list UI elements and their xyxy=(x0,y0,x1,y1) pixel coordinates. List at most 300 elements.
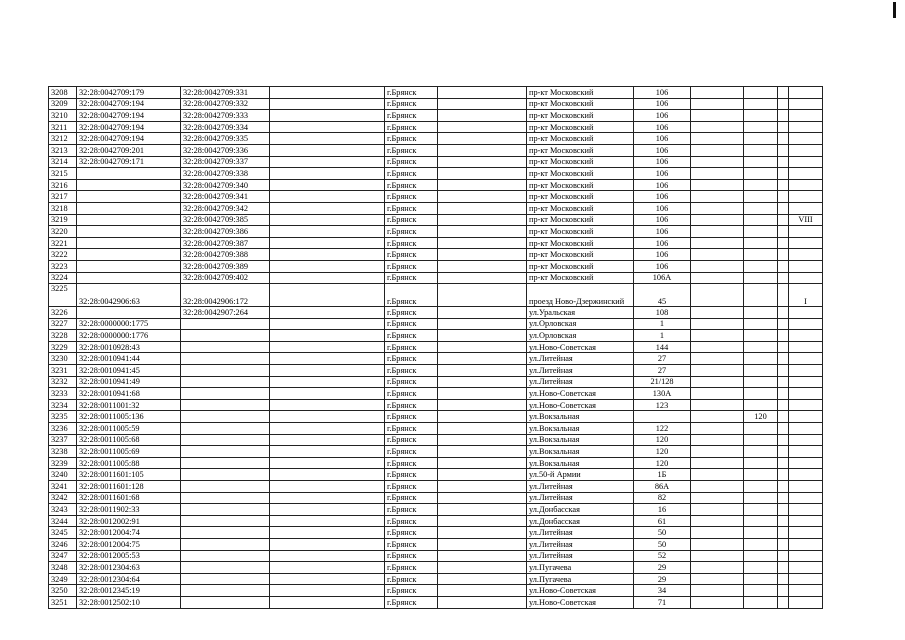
house-number-cell: 120 xyxy=(634,446,691,458)
table-row xyxy=(49,481,823,493)
empty-cell xyxy=(438,168,527,180)
table-row xyxy=(49,284,823,307)
house-number-cell: 71 xyxy=(634,596,691,608)
cadastral-number-cell: 32:28:0012004:75 xyxy=(77,538,181,550)
empty-cell xyxy=(438,98,527,110)
house-number-cell: 61 xyxy=(634,515,691,527)
premises-cadastral-cell: 32:28:0042709:342 xyxy=(181,202,270,214)
premises-cadastral-cell: 32:28:0042906:172 xyxy=(181,284,270,307)
premises-number-cell xyxy=(789,481,823,493)
premises-number-cell xyxy=(789,573,823,585)
row-number-cell: 3229 xyxy=(49,341,77,353)
empty-cell xyxy=(778,481,789,493)
empty-cell xyxy=(438,249,527,261)
empty-cell xyxy=(270,376,385,388)
building-cell xyxy=(744,307,778,319)
empty-cell xyxy=(691,191,744,203)
empty-cell xyxy=(691,202,744,214)
empty-cell xyxy=(691,538,744,550)
building-cell xyxy=(744,562,778,574)
city-cell: г.Брянск xyxy=(385,388,438,400)
house-number-cell: 106 xyxy=(634,249,691,261)
row-number-cell: 3240 xyxy=(49,469,77,481)
row-number-cell: 3242 xyxy=(49,492,77,504)
premises-number-cell xyxy=(789,469,823,481)
empty-cell xyxy=(270,237,385,249)
premises-number-cell xyxy=(789,260,823,272)
house-number-cell: 29 xyxy=(634,562,691,574)
street-cell: ул.Литейная xyxy=(527,353,634,365)
cadastral-number-cell: 32:28:0042709:194 xyxy=(77,98,181,110)
empty-cell xyxy=(691,550,744,562)
empty-cell xyxy=(691,585,744,597)
empty-cell xyxy=(270,446,385,458)
empty-cell xyxy=(270,272,385,284)
empty-cell xyxy=(778,318,789,330)
empty-cell xyxy=(270,596,385,608)
building-cell xyxy=(744,538,778,550)
table-row xyxy=(49,330,823,342)
empty-cell xyxy=(270,307,385,319)
empty-cell xyxy=(270,504,385,516)
empty-cell xyxy=(438,272,527,284)
row-number-cell: 3235 xyxy=(49,411,77,423)
premises-cadastral-cell xyxy=(181,550,270,562)
building-cell xyxy=(744,98,778,110)
house-number-cell: 106 xyxy=(634,260,691,272)
street-cell: пр-кт Московский xyxy=(527,98,634,110)
empty-cell xyxy=(778,98,789,110)
row-number-cell: 3216 xyxy=(49,179,77,191)
row-number-cell: 3221 xyxy=(49,237,77,249)
row-number-cell: 3247 xyxy=(49,550,77,562)
table-row xyxy=(49,272,823,284)
empty-cell xyxy=(438,214,527,226)
empty-cell xyxy=(438,434,527,446)
house-number-cell: 1 xyxy=(634,318,691,330)
empty-cell xyxy=(691,446,744,458)
city-cell: г.Брянск xyxy=(385,121,438,133)
table-row xyxy=(49,457,823,469)
empty-cell xyxy=(438,191,527,203)
empty-cell xyxy=(778,121,789,133)
table-row xyxy=(49,191,823,203)
house-number-cell: 52 xyxy=(634,550,691,562)
row-number-cell: 3234 xyxy=(49,399,77,411)
city-cell: г.Брянск xyxy=(385,365,438,377)
table-row xyxy=(49,446,823,458)
empty-cell xyxy=(778,434,789,446)
row-number-cell: 3233 xyxy=(49,388,77,400)
premises-cadastral-cell xyxy=(181,457,270,469)
cadastral-number-cell: 32:28:0010941:68 xyxy=(77,388,181,400)
table-row xyxy=(49,376,823,388)
empty-cell xyxy=(438,87,527,99)
street-cell: ул.Орловская xyxy=(527,330,634,342)
row-number-cell: 3239 xyxy=(49,457,77,469)
premises-cadastral-cell xyxy=(181,573,270,585)
building-cell xyxy=(744,376,778,388)
cadastral-number-cell: 32:28:0042709:171 xyxy=(77,156,181,168)
building-cell: 120 xyxy=(744,411,778,423)
empty-cell xyxy=(691,388,744,400)
house-number-cell: 123 xyxy=(634,399,691,411)
street-cell: ул.Пугачева xyxy=(527,573,634,585)
premises-cadastral-cell: 32:28:0042709:341 xyxy=(181,191,270,203)
premises-cadastral-cell: 32:28:0042709:386 xyxy=(181,226,270,238)
table-row xyxy=(49,411,823,423)
cadastral-number-cell: 32:28:0012304:63 xyxy=(77,562,181,574)
cadastral-number-cell: 32:28:0012002:91 xyxy=(77,515,181,527)
premises-cadastral-cell: 32:28:0042709:336 xyxy=(181,144,270,156)
street-cell: пр-кт Московский xyxy=(527,237,634,249)
empty-cell xyxy=(438,423,527,435)
premises-number-cell: VIII xyxy=(789,214,823,226)
row-number-cell: 3220 xyxy=(49,226,77,238)
empty-cell xyxy=(270,481,385,493)
city-cell: г.Брянск xyxy=(385,399,438,411)
house-number-cell: 106 xyxy=(634,110,691,122)
premises-cadastral-cell: 32:28:0042709:340 xyxy=(181,179,270,191)
premises-number-cell xyxy=(789,121,823,133)
street-cell: ул.Ново-Советская xyxy=(527,585,634,597)
table-row xyxy=(49,214,823,226)
house-number-cell: 120 xyxy=(634,457,691,469)
table-row xyxy=(49,573,823,585)
empty-cell xyxy=(691,121,744,133)
empty-cell xyxy=(691,341,744,353)
house-number-cell: 34 xyxy=(634,585,691,597)
city-cell: г.Брянск xyxy=(385,318,438,330)
row-number-cell: 3222 xyxy=(49,249,77,261)
premises-cadastral-cell xyxy=(181,399,270,411)
premises-number-cell xyxy=(789,191,823,203)
city-cell: г.Брянск xyxy=(385,573,438,585)
empty-cell xyxy=(270,133,385,145)
premises-number-cell xyxy=(789,596,823,608)
building-cell xyxy=(744,144,778,156)
building-cell xyxy=(744,202,778,214)
premises-cadastral-cell xyxy=(181,376,270,388)
premises-cadastral-cell xyxy=(181,515,270,527)
cadastral-number-cell xyxy=(77,272,181,284)
empty-cell xyxy=(438,202,527,214)
cadastral-number-cell: 32:28:0011902:33 xyxy=(77,504,181,516)
cadastral-number-cell: 32:28:0011005:136 xyxy=(77,411,181,423)
premises-number-cell xyxy=(789,504,823,516)
empty-cell xyxy=(270,179,385,191)
house-number-cell: 106 xyxy=(634,179,691,191)
table-row xyxy=(49,492,823,504)
empty-cell xyxy=(270,527,385,539)
cadastral-number-cell: 32:28:0012005:53 xyxy=(77,550,181,562)
premises-number-cell xyxy=(789,399,823,411)
row-number-cell: 3248 xyxy=(49,562,77,574)
row-number-cell: 3217 xyxy=(49,191,77,203)
premises-number-cell xyxy=(789,341,823,353)
city-cell: г.Брянск xyxy=(385,272,438,284)
house-number-cell: 106 xyxy=(634,226,691,238)
premises-cadastral-cell xyxy=(181,318,270,330)
empty-cell xyxy=(438,573,527,585)
empty-cell xyxy=(270,353,385,365)
empty-cell xyxy=(691,110,744,122)
building-cell xyxy=(744,156,778,168)
premises-number-cell xyxy=(789,550,823,562)
empty-cell xyxy=(691,527,744,539)
building-cell xyxy=(744,504,778,516)
empty-cell xyxy=(438,399,527,411)
street-cell: ул.Ново-Советская xyxy=(527,388,634,400)
street-cell: ул.Ново-Советская xyxy=(527,596,634,608)
city-cell: г.Брянск xyxy=(385,284,438,307)
cadastral-number-cell xyxy=(77,307,181,319)
street-cell: ул.Пугачева xyxy=(527,562,634,574)
house-number-cell: 106 xyxy=(634,87,691,99)
table-row xyxy=(49,550,823,562)
street-cell: ул.Литейная xyxy=(527,527,634,539)
building-cell xyxy=(744,341,778,353)
empty-cell xyxy=(691,87,744,99)
premises-cadastral-cell: 32:28:0042709:338 xyxy=(181,168,270,180)
table-row xyxy=(49,307,823,319)
street-cell: ул.Вокзальная xyxy=(527,457,634,469)
city-cell: г.Брянск xyxy=(385,481,438,493)
scan-edge-mark xyxy=(893,2,896,18)
premises-number-cell xyxy=(789,446,823,458)
row-number-cell: 3238 xyxy=(49,446,77,458)
empty-cell xyxy=(691,399,744,411)
row-number-cell: 3237 xyxy=(49,434,77,446)
city-cell: г.Брянск xyxy=(385,550,438,562)
empty-cell xyxy=(270,585,385,597)
city-cell: г.Брянск xyxy=(385,144,438,156)
city-cell: г.Брянск xyxy=(385,341,438,353)
cadastral-number-cell xyxy=(77,214,181,226)
cadastral-number-cell: 32:28:0012004:74 xyxy=(77,527,181,539)
row-number-cell: 3226 xyxy=(49,307,77,319)
premises-number-cell xyxy=(789,330,823,342)
house-number-cell: 108 xyxy=(634,307,691,319)
empty-cell xyxy=(270,156,385,168)
building-cell xyxy=(744,272,778,284)
empty-cell xyxy=(691,562,744,574)
empty-cell xyxy=(778,550,789,562)
row-number-cell: 3210 xyxy=(49,110,77,122)
building-cell xyxy=(744,249,778,261)
cadastral-number-cell: 32:28:0042709:179 xyxy=(77,87,181,99)
premises-number-cell xyxy=(789,423,823,435)
empty-cell xyxy=(778,249,789,261)
empty-cell xyxy=(691,98,744,110)
city-cell: г.Брянск xyxy=(385,411,438,423)
house-number-cell: 106 xyxy=(634,121,691,133)
empty-cell xyxy=(691,260,744,272)
empty-cell xyxy=(778,365,789,377)
empty-cell xyxy=(691,353,744,365)
empty-cell xyxy=(778,399,789,411)
empty-cell xyxy=(438,353,527,365)
street-cell: пр-кт Московский xyxy=(527,168,634,180)
table-row xyxy=(49,365,823,377)
building-cell xyxy=(744,133,778,145)
empty-cell xyxy=(438,481,527,493)
city-cell: г.Брянск xyxy=(385,214,438,226)
empty-cell xyxy=(438,585,527,597)
empty-cell xyxy=(691,168,744,180)
empty-cell xyxy=(270,492,385,504)
empty-cell xyxy=(691,330,744,342)
premises-number-cell xyxy=(789,388,823,400)
table-row xyxy=(49,399,823,411)
street-cell: пр-кт Московский xyxy=(527,191,634,203)
building-cell xyxy=(744,596,778,608)
cadastral-number-cell: 32:28:0042709:194 xyxy=(77,121,181,133)
street-cell: пр-кт Московский xyxy=(527,121,634,133)
empty-cell xyxy=(438,365,527,377)
table-row xyxy=(49,121,823,133)
house-number-cell: 122 xyxy=(634,423,691,435)
premises-number-cell xyxy=(789,538,823,550)
street-cell: ул.Донбасская xyxy=(527,515,634,527)
empty-cell xyxy=(778,411,789,423)
cadastral-number-cell: 32:28:0011005:59 xyxy=(77,423,181,435)
empty-cell xyxy=(778,110,789,122)
city-cell: г.Брянск xyxy=(385,156,438,168)
row-number-cell: 3224 xyxy=(49,272,77,284)
city-cell: г.Брянск xyxy=(385,87,438,99)
city-cell: г.Брянск xyxy=(385,226,438,238)
row-number-cell: 3236 xyxy=(49,423,77,435)
empty-cell xyxy=(270,214,385,226)
building-cell xyxy=(744,318,778,330)
empty-cell xyxy=(691,481,744,493)
row-number-cell: 3243 xyxy=(49,504,77,516)
table-row xyxy=(49,179,823,191)
premises-cadastral-cell: 32:28:0042709:335 xyxy=(181,133,270,145)
empty-cell xyxy=(438,341,527,353)
premises-cadastral-cell xyxy=(181,330,270,342)
cadastral-number-cell: 32:28:0042709:201 xyxy=(77,144,181,156)
empty-cell xyxy=(270,260,385,272)
premises-number-cell xyxy=(789,202,823,214)
premises-cadastral-cell xyxy=(181,492,270,504)
city-cell: г.Брянск xyxy=(385,98,438,110)
cadastral-number-cell: 32:28:0042906:63 xyxy=(77,284,181,307)
empty-cell xyxy=(778,469,789,481)
premises-cadastral-cell: 32:28:0042709:388 xyxy=(181,249,270,261)
premises-cadastral-cell xyxy=(181,353,270,365)
street-cell: пр-кт Московский xyxy=(527,226,634,238)
premises-number-cell xyxy=(789,168,823,180)
city-cell: г.Брянск xyxy=(385,307,438,319)
cadastral-number-cell: 32:28:0011601:105 xyxy=(77,469,181,481)
city-cell: г.Брянск xyxy=(385,191,438,203)
city-cell: г.Брянск xyxy=(385,376,438,388)
house-number-cell: 1Б xyxy=(634,469,691,481)
house-number-cell: 50 xyxy=(634,538,691,550)
cadastral-number-cell xyxy=(77,191,181,203)
house-number-cell: 27 xyxy=(634,365,691,377)
house-number-cell: 106 xyxy=(634,156,691,168)
empty-cell xyxy=(778,133,789,145)
table-row xyxy=(49,341,823,353)
empty-cell xyxy=(438,376,527,388)
empty-cell xyxy=(778,492,789,504)
building-cell xyxy=(744,399,778,411)
empty-cell xyxy=(270,469,385,481)
empty-cell xyxy=(691,307,744,319)
empty-cell xyxy=(778,87,789,99)
house-number-cell: 86А xyxy=(634,481,691,493)
cadastral-number-cell: 32:28:0012304:64 xyxy=(77,573,181,585)
city-cell: г.Брянск xyxy=(385,434,438,446)
building-cell xyxy=(744,434,778,446)
empty-cell xyxy=(438,388,527,400)
empty-cell xyxy=(778,527,789,539)
street-cell: пр-кт Московский xyxy=(527,110,634,122)
premises-number-cell xyxy=(789,527,823,539)
row-number-cell: 3209 xyxy=(49,98,77,110)
street-cell: ул.Литейная xyxy=(527,550,634,562)
house-number-cell: 106А xyxy=(634,272,691,284)
cadastral-number-cell xyxy=(77,260,181,272)
empty-cell xyxy=(691,156,744,168)
street-cell: пр-кт Московский xyxy=(527,272,634,284)
empty-cell xyxy=(438,492,527,504)
empty-cell xyxy=(691,423,744,435)
building-cell xyxy=(744,585,778,597)
street-cell: пр-кт Московский xyxy=(527,214,634,226)
row-number-cell: 3214 xyxy=(49,156,77,168)
premises-cadastral-cell: 32:28:0042907:264 xyxy=(181,307,270,319)
building-cell xyxy=(744,515,778,527)
table-row xyxy=(49,515,823,527)
city-cell: г.Брянск xyxy=(385,353,438,365)
premises-cadastral-cell xyxy=(181,585,270,597)
row-number-cell: 3245 xyxy=(49,527,77,539)
empty-cell xyxy=(691,272,744,284)
premises-number-cell xyxy=(789,307,823,319)
empty-cell xyxy=(778,515,789,527)
empty-cell xyxy=(438,156,527,168)
city-cell: г.Брянск xyxy=(385,249,438,261)
empty-cell xyxy=(438,330,527,342)
empty-cell xyxy=(778,388,789,400)
table-row xyxy=(49,168,823,180)
empty-cell xyxy=(438,538,527,550)
house-number-cell: 106 xyxy=(634,168,691,180)
table-row xyxy=(49,133,823,145)
empty-cell xyxy=(438,307,527,319)
premises-number-cell: I xyxy=(789,284,823,307)
street-cell: проезд Ново-Дзержинский xyxy=(527,284,634,307)
house-number-cell: 120 xyxy=(634,434,691,446)
premises-number-cell xyxy=(789,98,823,110)
premises-number-cell xyxy=(789,411,823,423)
empty-cell xyxy=(778,538,789,550)
empty-cell xyxy=(691,434,744,446)
street-cell: пр-кт Московский xyxy=(527,249,634,261)
street-cell: пр-кт Московский xyxy=(527,260,634,272)
empty-cell xyxy=(778,191,789,203)
premises-cadastral-cell: 32:28:0042709:337 xyxy=(181,156,270,168)
premises-number-cell xyxy=(789,179,823,191)
building-cell xyxy=(744,179,778,191)
house-number-cell: 50 xyxy=(634,527,691,539)
house-number-cell: 16 xyxy=(634,504,691,516)
row-number-cell: 3244 xyxy=(49,515,77,527)
